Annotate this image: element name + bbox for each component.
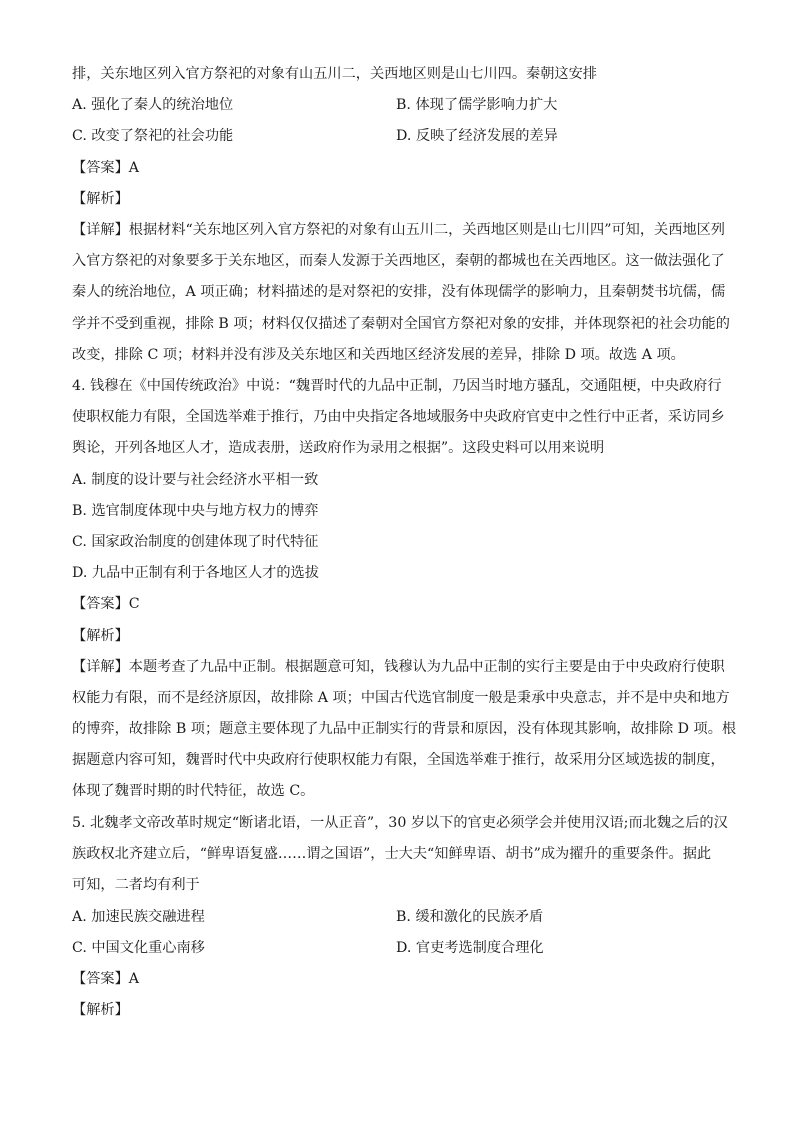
q5-stem-line: 5. 北魏孝文帝改革时规定“断诸北语，一从正音”，30 岁以下的官吏必须学会并使用汉语;而北魏之后的汉 xyxy=(72,815,728,831)
q4-option-d: D. 九品中正制有利于各地区人才的选拔 xyxy=(72,565,319,582)
question-3 xyxy=(72,59,730,371)
q3-analysis-label: 【解析】 xyxy=(72,190,129,207)
q4-detail-line: 【详解】本题考查了九品中正制。根据题意可知，钱穆认为九品中正制的实行主要是由于中央政府行使职 xyxy=(72,658,725,675)
question-4 xyxy=(72,371,737,808)
q3-detail-line: 学并不受到重视，排除 B 项；材料仅仅描述了秦朝对全国官方祭祀对象的安排，并体现祭祀的社会功能的 xyxy=(72,315,730,332)
q4-option-b: B. 选官制度体现中央与地方权力的博弈 xyxy=(72,502,319,519)
q3-stem-tail: 排，关东地区列入官方祭祀的对象有山五川二，关西地区则是山七川四。秦朝这安排 xyxy=(72,66,597,82)
q5-option-d: D. 官吏考选制度合理化 xyxy=(396,939,544,956)
q3-detail-line: 【详解】根据材料“关东地区列入官方祭祀的对象有山五川二，关西地区则是山七川四”可知，关西地区列 xyxy=(72,221,725,238)
q3-option-a: A. 强化了秦人的统治地位 xyxy=(72,97,234,114)
q5-option-c: C. 中国文化重心南移 xyxy=(72,939,205,956)
q5-options-row-2 xyxy=(72,933,722,964)
q4-stem-line: 4. 钱穆在《中国传统政治》中说：“魏晋时代的九品中正制，乃因当时地方骚乱，交通阻梗，中央政府行 xyxy=(72,378,722,394)
q4-detail-line: 据题意内容可知，魏晋时代中央政府行使职权能力有限，全国选举难于推行，故采用分区域选拔的制度， xyxy=(72,752,725,769)
q4-stem-line: 使职权能力有限，全国选举难于推行，乃由中央指定各地域服务中央政府官吏中之性行中正者，采访同乡 xyxy=(72,409,725,426)
q3-options-row-1 xyxy=(72,90,722,121)
q3-detail-line: 秦人的统治地位，A 项正确；材料描述的是对祭祀的安排，没有体现儒学的影响力，且秦朝焚书坑儒，儒 xyxy=(72,284,726,301)
q5-stem-line: 族政权北齐建立后，“鲜卑语复盛……谓之国语”，士大夫“知鲜卑语、胡书”成为擢升的重要条件。据此 xyxy=(72,846,712,863)
q3-detail-line: 改变，排除 C 项；材料并没有涉及关东地区和关西地区经济发展的差异，排除 D 项。故选 A 项。 xyxy=(72,346,685,363)
q3-options-row-2 xyxy=(72,121,722,152)
q4-option-c: C. 国家政治制度的创建体现了时代特征 xyxy=(72,533,319,550)
q5-options-row-1 xyxy=(72,902,722,933)
q4-stem-line: 舆论，开列各地区人才，造成表册，送政府作为录用之根据”。这段史料可以用来说明 xyxy=(72,440,605,457)
q4-answer: 【答案】C xyxy=(72,596,140,613)
q4-detail-line: 权能力有限，而不是经济原因，故排除 A 项；中国古代选官制度一般是秉承中央意志，并不是中央和地方 xyxy=(72,689,730,706)
q4-option-a: A. 制度的设计要与社会经济水平相一致 xyxy=(72,471,319,488)
q3-detail-line: 入官方祭祀的对象要多于关东地区，而秦人发源于关西地区，秦朝的都城也在关西地区。这一做法强化了 xyxy=(72,253,725,270)
q3-option-c: C. 改变了祭祀的社会功能 xyxy=(72,128,234,145)
q5-analysis-label: 【解析】 xyxy=(72,1002,129,1019)
q5-option-a: A. 加速民族交融进程 xyxy=(72,908,205,925)
q3-option-b: B. 体现了儒学影响力扩大 xyxy=(396,97,558,114)
q5-answer: 【答案】A xyxy=(72,970,139,987)
q4-analysis-label: 【解析】 xyxy=(72,627,129,644)
q3-answer: 【答案】A xyxy=(72,159,139,176)
question-5 xyxy=(72,808,728,1026)
q5-option-b: B. 缓和激化的民族矛盾 xyxy=(396,908,544,925)
q3-option-d: D. 反映了经济发展的差异 xyxy=(396,128,558,145)
q5-stem-line: 可知，二者均有利于 xyxy=(72,877,200,894)
q4-detail-line: 体现了魏晋时期的时代特征，故选 C。 xyxy=(72,783,315,800)
q4-detail-line: 的博弈，故排除 B 项；题意主要体现了九品中正制实行的背景和原因，没有体现其影响，故排除 D 项。根 xyxy=(72,721,737,738)
